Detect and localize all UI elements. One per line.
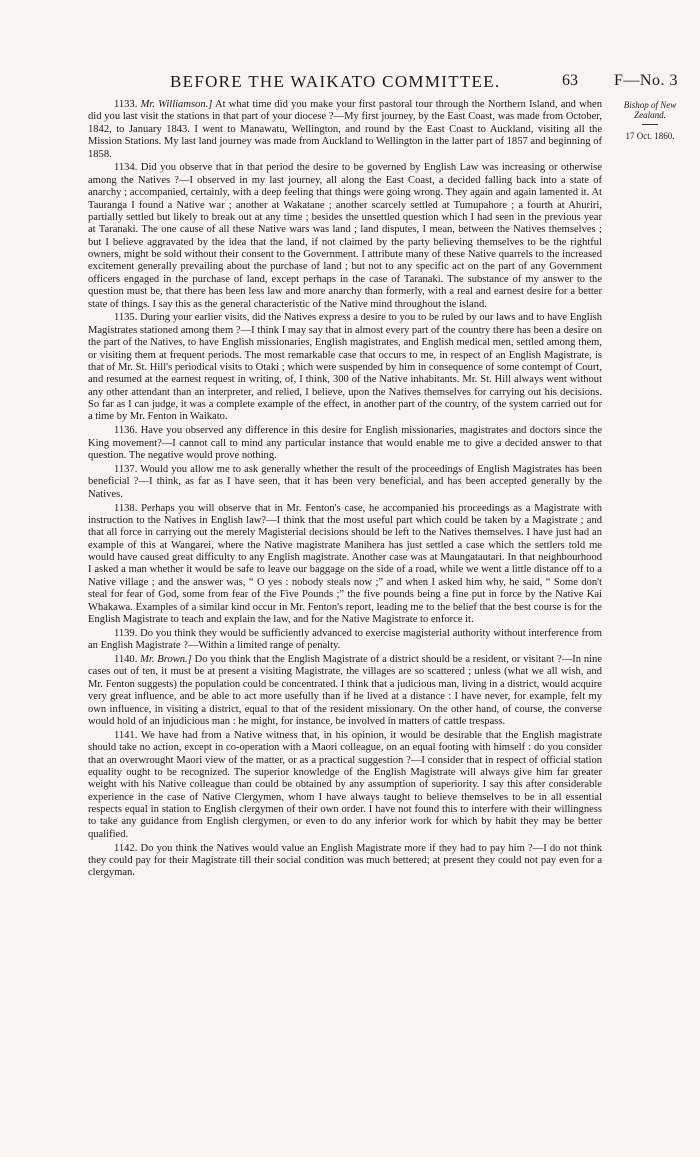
margin-date: 17 Oct. 1860. <box>625 131 675 141</box>
question-number: 1133. <box>114 99 138 110</box>
question-paragraph <box>88 464 602 501</box>
questioner-name: Mr. Williamson.] <box>140 99 213 110</box>
question-paragraph <box>88 503 602 627</box>
margin-rule <box>642 124 658 125</box>
paragraph-text: Have you observed any difference in this desire for English missionaries, magistrates and doctors since the King movement?—I cannot call to mind any particular instance that would enable me to give a decided answer to that question. The negative would prove nothing. <box>88 425 602 461</box>
paper-reference: F—No. 3 <box>614 72 678 89</box>
question-number: 1139. <box>114 627 138 639</box>
paragraph-text: We have had from a Native witness that, in his opinion, it would be desirable that the English magistrate should take no action, except in co-operation with a Maori colleague, on an equal footing with himself : do you consider that an overwrought Maori view of the matter, or as a practical suggestion ?—I consider that in respect of official station equality ought to be recognized. The superior knowledge of the English Magistrate will always give him far greater weight with his Native colleague than could be obtained by any assumption of superiority. I say this after considerable experience in the case of Native Clergymen, whom I have always taught to believe themselves to be in all essential respects equal in station to English clergymen of their own order. I have not found this to interfere with their willingness to take any guidance from English clergymen, or even to do any inferior work for which by habit they may be better qualified. <box>88 729 602 840</box>
question-number: 1138. <box>114 502 138 514</box>
question-number: 1141. <box>114 729 138 741</box>
question-paragraph <box>88 730 602 841</box>
paragraph-text: Did you observe that in that period the desire to be governed by English Law was increasing or otherwise among the Natives ?—I observed in my last journey, all along the East Coast, a decided falling back into a state of anarchy ; accompanied, certainly, with a deep feeling that things were going wrong. They again and again lamented it. At Tauranga I found a Native war ; another at Wakatane ; another scarcely settled at Tumupahore ; a fourth at Ahuriri, partially settled but likely to break out at any time ; besides the unsettled question which I had seen in the previous year at Taranaki. The one cause of all these Native wars was land ; land disputes, I mean, between the Natives themselves ; but I believe aggravated by the idea that the land, if not claimed by the party believing themselves to be the rightful owners, might be sold without their consent to the Government. I attribute many of these Native quarrels to the increased excitement generally prevailing about the purchase of land ; but not to any specific act on the part of any Government officers engaged in the purchase of land, except perhaps in the case of Taranaki. The substance of my answer to the question must be, that there has been less law and more anarchy than formerly, with a real and earnest desire for a better state of things. I say this as the general characteristic of the Native mind throughout the island. <box>88 162 602 310</box>
question-number: 1137. <box>114 463 138 475</box>
question-paragraph <box>88 628 602 653</box>
paragraph-text: At what time did you make your first pastoral tour through the Northern Island, and when did you last visit the stations in that part of your diocese ?—My first journey, by the East Coast, was made from October, 1842, to January 1843. I went to Manawatu, Wellington, and round by the East Coast to Auckland, visiting all the Mission Stations. My last land journey was made from Auckland to Wellington in the latter part of 1857 and beginning of 1858. <box>88 99 602 160</box>
question-number: 1140. <box>114 654 138 665</box>
margin-note <box>608 100 692 141</box>
testimony-body <box>88 99 602 1144</box>
running-title: BEFORE THE WAIKATO COMMITTEE. <box>170 72 501 91</box>
question-number: 1134. <box>114 162 138 174</box>
question-paragraph <box>88 654 602 728</box>
question-number: 1142. <box>114 842 138 854</box>
questioner-name: Mr. Brown.] <box>140 654 192 665</box>
question-number: 1136. <box>114 425 138 437</box>
page-number: 63 <box>562 72 578 89</box>
paragraph-text: During your earlier visits, did the Natives express a desire to you to be ruled by our laws and to have English Magistrates stationed among them ?—I think I may say that in almost every part of the country there has been a desire on the part of the Natives, to have English missionaries, English magistrates, and English medical men, settled among them, or visiting them at frequent periods. The most remarkable case that occurs to me, in respect of an English Magistrate, is that of Mr. St. Hill's periodical visits to Otaki ; which were suspended by him in consequence of some contempt of Court, and resumed at the earnest request in writing, of, I think, 300 of the Native inhabitants. Mr. St. Hill always went without any other attendant than an interpreter, and relied, I believe, upon the Natives themselves for carrying out his decisions. So far as I can judge, it was a complete example of the effect, in another part of the country, of the system carried out for a time by Mr. Fenton in Waikato. <box>88 312 602 423</box>
question-paragraph <box>88 843 602 880</box>
question-paragraph <box>88 99 602 161</box>
question-paragraph <box>88 425 602 462</box>
question-number: 1135. <box>114 312 138 324</box>
paragraph-text: Do you think the Natives would value an English Magistrate more if they had to pay him ?—I do not think they could pay for their Magistrate till their social condition was much bettered; at present they could not pay even for a clergyman. <box>88 842 602 879</box>
paragraph-text: Would you allow me to ask generally whether the result of the proceedings of English Magistrates has been beneficial ?—I think, as far as I have seen, that it has been very beneficial, and has been accepted generally by the Natives. <box>88 463 602 500</box>
margin-witness: Bishop of New Zealand. <box>623 100 677 120</box>
paragraph-text: Perhaps you will observe that in Mr. Fenton's case, he accompanied his proceedings as a Magistrate with instruction to the Natives in English law?—I think that the most useful part which could be taken by a Magistrate ; and that all force in carrying out the merely Magisterial decisions should be left to the Natives themselves. I have just had an example of this at Wangarei, where the Native magistrate Manihera has just settled a case which the settlers told me would have caused great difficulty to any English magistrate. Another case was at Maungatautari. In that neighbourhood I asked a man whether it would be safe to leave our baggage on the side of a road, while we went a little distance off to a Native village ; and the answer was, “ O yes : nobody steals now ;” and when I asked him why, he said, “ Some don't steal for fear of God, some from fear of the Five Pounds ;” the five pounds being a fine put in force by the Native Kai Whakawa. Examples of a similar kind occur in Mr. Fenton's report, leading me to the belief that the best course is for the English Magistrate to teach and explain the law, and for the Native Magistrate to enforce it. <box>88 502 602 625</box>
question-paragraph <box>88 312 602 423</box>
question-paragraph <box>88 162 602 311</box>
running-header <box>0 72 700 94</box>
paragraph-text: Do you think they would be sufficiently advanced to exercise magisterial authority without interference from an English Magistrate ?—Within a limited range of penalty. <box>88 627 602 652</box>
paragraph-text: Do you think that the English Magistrate of a district should be a resident, or visitant ?—In nine cases out of ten, it must be at present a visiting Magistrate, the villages are so scattered ; unless (what we all wish, and Mr. Fenton suggests) the population could be concentrated. I think that a judicious man, living in a district, would acquire very great influence, and be able to act more usefully than if he lived at a distance : I have never, for example, felt my own influence, in visiting a district, equal to that of the resident missionary. On the other hand, of course, the converse would hold of an injudicious man : he might, for instance, be involved in matters of cattle trespass. <box>88 654 602 727</box>
